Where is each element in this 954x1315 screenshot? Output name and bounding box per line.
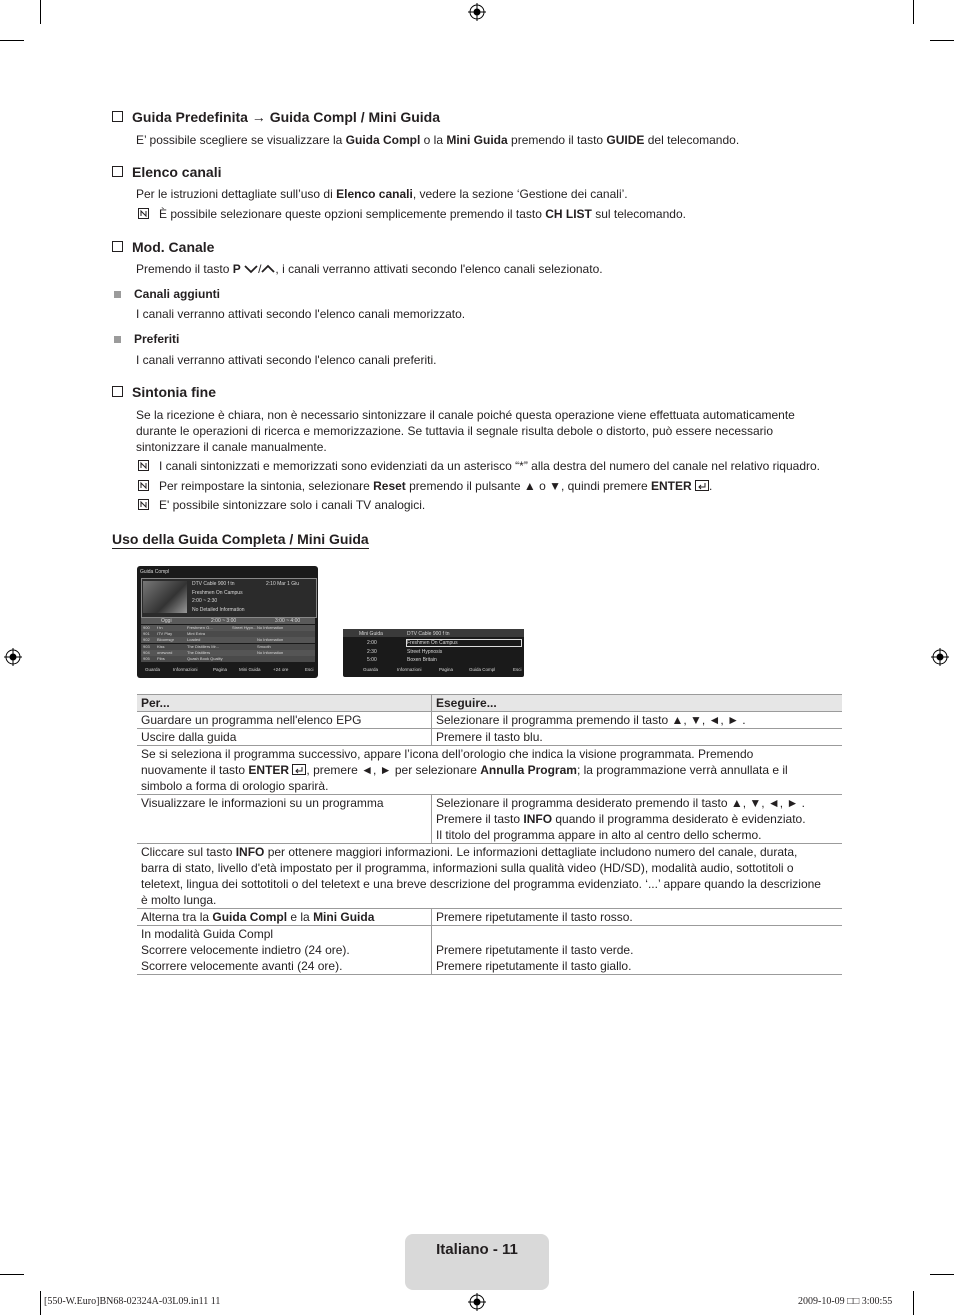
table-row bbox=[137, 746, 842, 795]
screen1-cell: 900 bbox=[143, 625, 150, 630]
mod-body: Premendo il tasto P / , i canali verranno attivati secondo l'elenco canali selezionato. bbox=[136, 262, 603, 276]
table-cell bbox=[137, 844, 842, 909]
footer-left: [550-W.Euro]BN68-02324A-03L09.in11 11 bbox=[44, 1296, 221, 1307]
note-icon bbox=[138, 499, 149, 510]
screen2-channel: DTV Cable 900 f tn bbox=[407, 631, 450, 637]
table-header-cell: Per... bbox=[137, 695, 432, 712]
screen1-cell: 904 bbox=[143, 649, 150, 655]
screen1-cell: The Distillers bbox=[187, 649, 211, 655]
crop-mark bbox=[40, 0, 41, 24]
table-text-line: simbolo a forma di orologio sparirà. bbox=[141, 779, 329, 793]
screen1-cell: The Distillers Mr... bbox=[187, 643, 220, 649]
screen1-cell: 905 bbox=[143, 656, 150, 661]
screen1-footer-item: Guarda bbox=[145, 667, 161, 672]
screen1-row[interactable] bbox=[141, 656, 315, 662]
screen1-hdr-t1: 2:00 ~ 3:00 bbox=[211, 618, 237, 624]
screen2-footer-item: Pagina bbox=[439, 667, 454, 672]
screen1-title: Guida Compl bbox=[140, 569, 170, 575]
table-text-line: Scorrere velocemente avanti (24 ore). bbox=[141, 959, 343, 973]
table-text-line: barra di stato, livello d'età impostato per il programma, informazioni sulla qualità video (HD/SD), modalità audio, sottotitoli o bbox=[141, 861, 794, 875]
screen2-footer-item: Guida Compl bbox=[469, 667, 496, 672]
crop-mark bbox=[0, 1274, 24, 1275]
screen2-title: Mini Guida bbox=[359, 631, 383, 637]
sintonia-line-2: durante le operazioni di ricerca e memorizzazione. Se tuttavia il segnale risulta debole o distorto, può essere necessario bbox=[136, 424, 774, 438]
registration-mark-icon bbox=[468, 1293, 486, 1311]
sintonia-note-1: I canali sintonizzati e memorizzati sono evidenziati da un asterisco “*” alla destra del numero del canale nel relativo riquadro. bbox=[159, 459, 821, 473]
screen1-cell: Kiss bbox=[157, 643, 165, 649]
usage-table bbox=[137, 694, 842, 975]
note-icon bbox=[138, 460, 149, 471]
elenco-body: Per le istruzioni dettagliate sull’uso di Elenco canali, vedere la sezione ‘Gestione dei canali’. bbox=[136, 187, 628, 201]
sub-body-preferiti: I canali verranno attivati secondo l'elenco canali preferiti. bbox=[136, 353, 437, 367]
screen1-cell: Ftbs bbox=[157, 656, 165, 661]
table-cell: Premere ripetutamente il tasto rosso. bbox=[432, 909, 843, 926]
guida-compl-screen bbox=[137, 566, 318, 678]
usage-heading: Uso della Guida Completa / Mini Guida bbox=[112, 531, 369, 547]
screen2-prog[interactable]: Street Hypnosis bbox=[407, 648, 443, 655]
guida-body: E’ possibile scegliere se visualizzare la Guida Compl o la Mini Guida premendo il tasto GUIDE del telecomando. bbox=[136, 133, 740, 147]
table-text-line: Premere ripetutamente il tasto verde. bbox=[436, 943, 634, 957]
sintonia-note-3: E' possibile sintonizzare solo i canali TV analogici. bbox=[159, 498, 426, 512]
screen1-info-channel: DTV Cable 900 f tn bbox=[192, 581, 235, 587]
screen1-cell: Freshmen O... bbox=[187, 625, 213, 630]
table-cell: Visualizzare le informazioni su un programma bbox=[137, 795, 432, 844]
table-text-line: teletext, lingua dei sottotitoli o del teletext e una breve descrizione del programma evidenziato. ‘...’ appare quando la descrizione bbox=[141, 877, 821, 891]
table-cell bbox=[137, 926, 432, 975]
table-cell bbox=[137, 746, 842, 795]
screen1-row[interactable] bbox=[141, 625, 315, 631]
table-cell bbox=[432, 795, 843, 844]
table-text-line: Cliccare sul tasto INFO per ottenere maggiori informazioni. Le informazioni dettagliate includono numero del canale, durata, bbox=[141, 845, 798, 859]
table-row bbox=[137, 729, 842, 746]
table-cell: Uscire dalla guida bbox=[137, 729, 432, 746]
screen2-footer-item: Informazioni bbox=[397, 667, 422, 672]
table-header-cell: Eseguire... bbox=[432, 695, 843, 712]
screen1-footer-item: Pagina bbox=[213, 667, 228, 672]
crop-mark bbox=[913, 1291, 914, 1315]
enter-icon bbox=[695, 480, 709, 491]
screen1-cell: No Information bbox=[257, 625, 284, 630]
screen1-cell: No Information bbox=[257, 637, 284, 643]
footer-right: 2009-10-09 □□ 3:00:55 bbox=[798, 1296, 893, 1307]
screen1-cell: ITV Play bbox=[157, 631, 173, 637]
crop-mark bbox=[0, 40, 24, 41]
screen2-prog[interactable]: Freshmen On Campus bbox=[407, 640, 521, 646]
screen1-footer-item: Esci bbox=[305, 667, 314, 672]
sub-body-canali-aggiunti: I canali verranno attivati secondo l'elenco canali memorizzato. bbox=[136, 307, 466, 321]
table-text-line: Scorrere velocemente indietro (24 ore). bbox=[141, 943, 350, 957]
screen2-time: 2:00 bbox=[367, 640, 377, 646]
sub-title-preferiti: Preferiti bbox=[114, 332, 179, 346]
screen1-cell: 903 bbox=[143, 643, 150, 649]
screen1-info-range: 2:00 ~ 2:30 bbox=[192, 598, 218, 604]
mini-guida-screen bbox=[343, 629, 524, 677]
table-text-line: Selezionare il programma desiderato premendo il tasto ▲, ▼, ◄, ► . bbox=[436, 796, 805, 810]
screen1-info-prog: Freshmen On Campus bbox=[192, 590, 243, 596]
table-text-line: Premere il tasto INFO quando il programma desiderato è evidenziato. bbox=[436, 812, 806, 826]
table-text-line: Il titolo del programma appare in alto al centro dello schermo. bbox=[436, 828, 762, 842]
table-row bbox=[137, 795, 842, 844]
table-cell bbox=[432, 926, 843, 975]
screen1-cell: Loaded bbox=[187, 637, 201, 643]
section-title-elenco: Elenco canali bbox=[112, 164, 221, 180]
table-cell: Alterna tra la Guida Compl e la Mini Guida bbox=[137, 909, 432, 926]
table-header-row bbox=[137, 695, 842, 712]
enter-icon bbox=[292, 764, 306, 775]
sub-title-canali-aggiunti: Canali aggiunti bbox=[114, 287, 220, 301]
note-icon bbox=[138, 480, 149, 491]
chevron-up-icon bbox=[261, 264, 275, 274]
screen1-cell: 901 bbox=[143, 631, 150, 637]
screen2-time: 2:30 bbox=[367, 648, 377, 655]
registration-mark-icon bbox=[931, 648, 949, 666]
table-text-line: Se si seleziona il programma successivo, appare l’icona dell’orologio che indica la visione programmata. Premendo bbox=[141, 747, 754, 761]
screen1-hdr-day: Oggi bbox=[161, 618, 172, 624]
screen1-hdr-t2: 3:00 ~ 4:00 bbox=[275, 618, 301, 624]
sintonia-line-1: Se la ricezione è chiara, non è necessario sintonizzare il canale poiché questa operazione viene effettuata automaticamente bbox=[136, 408, 795, 422]
table-cell: Selezionare il programma premendo il tasto ▲, ▼, ◄, ► . bbox=[432, 712, 843, 729]
screen1-cell: Mint Extra bbox=[187, 631, 206, 637]
screen2-time: 5:00 bbox=[367, 657, 377, 663]
crop-mark bbox=[40, 1291, 41, 1315]
screen1-thumbnail bbox=[143, 581, 187, 613]
screen1-cell: f tn bbox=[157, 625, 163, 630]
crop-mark bbox=[930, 1274, 954, 1275]
registration-mark-icon bbox=[468, 3, 486, 21]
screen1-info-detail: No Detailed Information bbox=[192, 607, 245, 613]
note-icon bbox=[138, 208, 149, 219]
table-text-line bbox=[436, 926, 838, 942]
table-cell: Guardare un programma nell'elenco EPG bbox=[137, 712, 432, 729]
table-text-line: nuovamente il tasto ENTER , premere ◄, ► per selezionare Annulla Program; la programmazione verrà annullata e il bbox=[141, 763, 788, 777]
table-row bbox=[137, 844, 842, 909]
section-title-mod: Mod. Canale bbox=[112, 239, 214, 255]
screen1-footer-item: Informazioni bbox=[173, 667, 198, 672]
screen1-cell: Smooth bbox=[257, 643, 271, 649]
registration-mark-icon bbox=[4, 648, 22, 666]
sintonia-line-3: sintonizzare il canale manualmente. bbox=[136, 440, 327, 454]
elenco-note: È possibile selezionare queste opzioni semplicemente premendo il tasto CH LIST sul telecomando. bbox=[159, 207, 686, 221]
table-text-line: è molto lunga. bbox=[141, 893, 217, 907]
screen1-cell: oneword bbox=[157, 649, 173, 655]
chevron-down-icon bbox=[244, 264, 258, 274]
screen1-cell: Bloomsgr bbox=[157, 637, 174, 643]
section-title-guida: Guida Predefinita → Guida Compl / Mini Guida bbox=[112, 109, 440, 125]
crop-mark bbox=[930, 40, 954, 41]
sintonia-note-2: Per reimpostare la sintonia, selezionare Reset premendo il pulsante ▲ o ▼, quindi premere ENTER . bbox=[159, 479, 713, 493]
table-text-line: In modalità Guida Compl bbox=[141, 927, 274, 941]
table-row bbox=[137, 909, 842, 926]
screen1-row[interactable] bbox=[141, 644, 315, 650]
screen1-cell: 902 bbox=[143, 637, 150, 643]
table-row bbox=[137, 712, 842, 729]
screen1-footer bbox=[141, 664, 315, 674]
screen1-cell: No Information bbox=[257, 649, 284, 655]
section-title-sintonia: Sintonia fine bbox=[112, 384, 216, 400]
screen1-footer-item: Mini Guida bbox=[239, 667, 261, 672]
page-label: Italiano - 11 bbox=[436, 1241, 518, 1258]
table-cell: Premere il tasto blu. bbox=[432, 729, 843, 746]
screen2-prog[interactable]: Boxen Britain bbox=[407, 657, 437, 663]
screen1-info-time: 2:10 Mar 1 Giu bbox=[266, 581, 300, 587]
crop-mark bbox=[913, 0, 914, 24]
screen2-footer-item: Guarda bbox=[363, 667, 379, 672]
table-text-line: Premere ripetutamente il tasto giallo. bbox=[436, 959, 632, 973]
screen1-cell: Quash Book Quality bbox=[187, 656, 223, 661]
table-row bbox=[137, 926, 842, 975]
screen1-footer-item: +24 ore bbox=[273, 667, 289, 672]
screen1-cell: Street Hypn... bbox=[232, 625, 257, 630]
screen2-footer-item: Esci bbox=[513, 667, 522, 672]
